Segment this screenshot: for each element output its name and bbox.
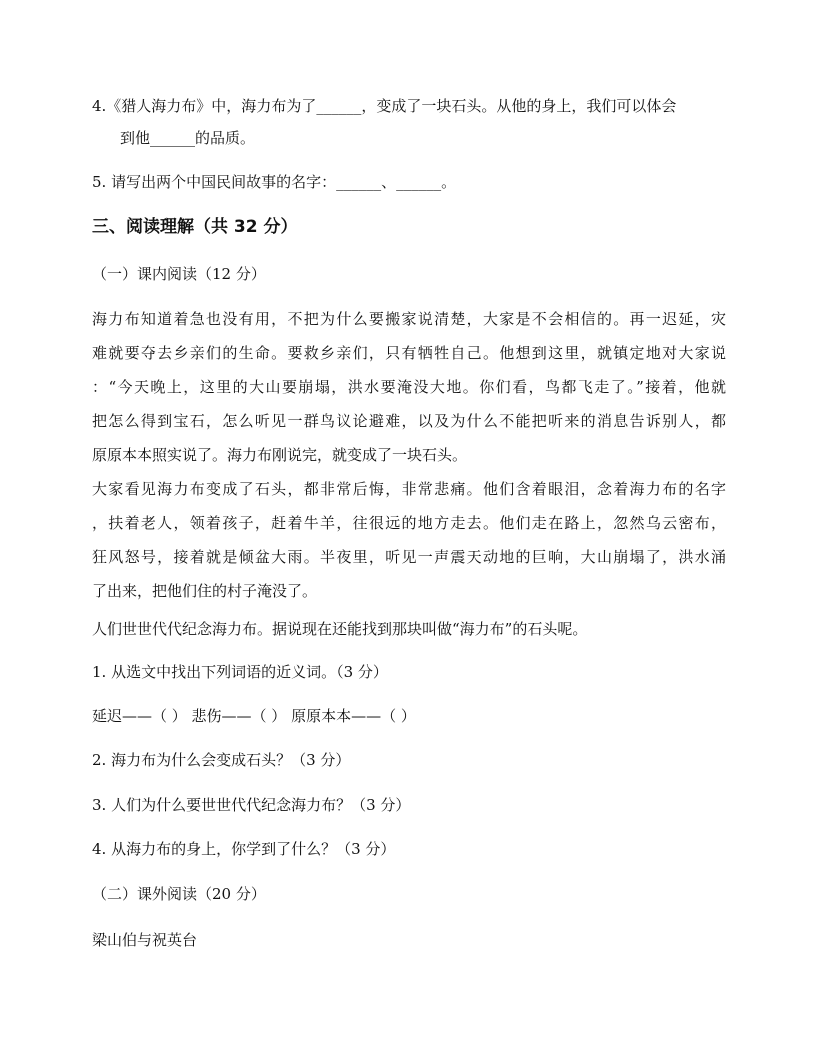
- section-3-heading: 三、阅读理解（共 32 分）: [92, 217, 298, 237]
- question-4-line-2: 到他______的品质。: [120, 129, 256, 147]
- story-title: 梁山伯与祝英台: [92, 931, 198, 949]
- passage-line: 把怎么得到宝石，怎么听见一群鸟议论避难，以及为什么不能把听来的消息告诉别人，都: [92, 412, 726, 430]
- passage-line: 大家看见海力布变成了石头，都非常后悔，非常悲痛。他们含着眼泪，念着海力布的名字: [92, 480, 726, 498]
- reading-question-1: 1. 从选文中找出下列词语的近义词。（3 分）: [92, 663, 388, 681]
- passage-paragraph-1: [92, 309, 726, 479]
- passage-paragraph-3: 人们世世代代纪念海力布。据说现在还能找到那块叫做“海力布”的石头呢。: [92, 620, 588, 638]
- passage-line: ，扶着老人，领着孩子，赶着牛羊，往很远的地方走去。他们走在路上，忽然乌云密布，: [92, 514, 726, 532]
- question-4-line-1: 4.《猎人海力布》中，海力布为了______，变成了一块石头。从他的身上，我们可以体会: [92, 97, 677, 115]
- part-1-heading: （一）课内阅读（12 分）: [92, 265, 266, 283]
- reading-question-4: 4. 从海力布的身上，你学到了什么？（3 分）: [92, 840, 396, 858]
- passage-line: 原原本本照实说了。海力布刚说完，就变成了一块石头。: [92, 446, 468, 464]
- part-2-heading: （二）课外阅读（20 分）: [92, 885, 266, 903]
- passage-line: 狂风怒号，接着就是倾盆大雨。半夜里，听见一声震天动地的巨响，大山崩塌了，洪水涌: [92, 548, 726, 566]
- reading-question-3: 3. 人们为什么要世世代代纪念海力布？（3 分）: [92, 796, 411, 814]
- passage-line: 难就要夺去乡亲们的生命。要救乡亲们，只有牺牲自己。他想到这里，就镇定地对大家说: [92, 344, 726, 362]
- reading-question-1-blanks: 延迟——（ ） 悲伤——（ ） 原原本本——（ ）: [92, 707, 416, 725]
- question-5: 5. 请写出两个中国民间故事的名字：______、______。: [92, 173, 457, 191]
- passage-line: 了出来，把他们住的村子淹没了。: [92, 582, 318, 600]
- passage-line: ：“今天晚上，这里的大山要崩塌，洪水要淹没大地。你们看，鸟都飞走了。”接着，他就: [92, 378, 726, 396]
- passage-line: 海力布知道着急也没有用，不把为什么要搬家说清楚，大家是不会相信的。再一迟延，灾: [92, 310, 726, 328]
- passage-paragraph-2: [92, 479, 726, 615]
- reading-question-2: 2. 海力布为什么会变成石头？（3 分）: [92, 751, 351, 769]
